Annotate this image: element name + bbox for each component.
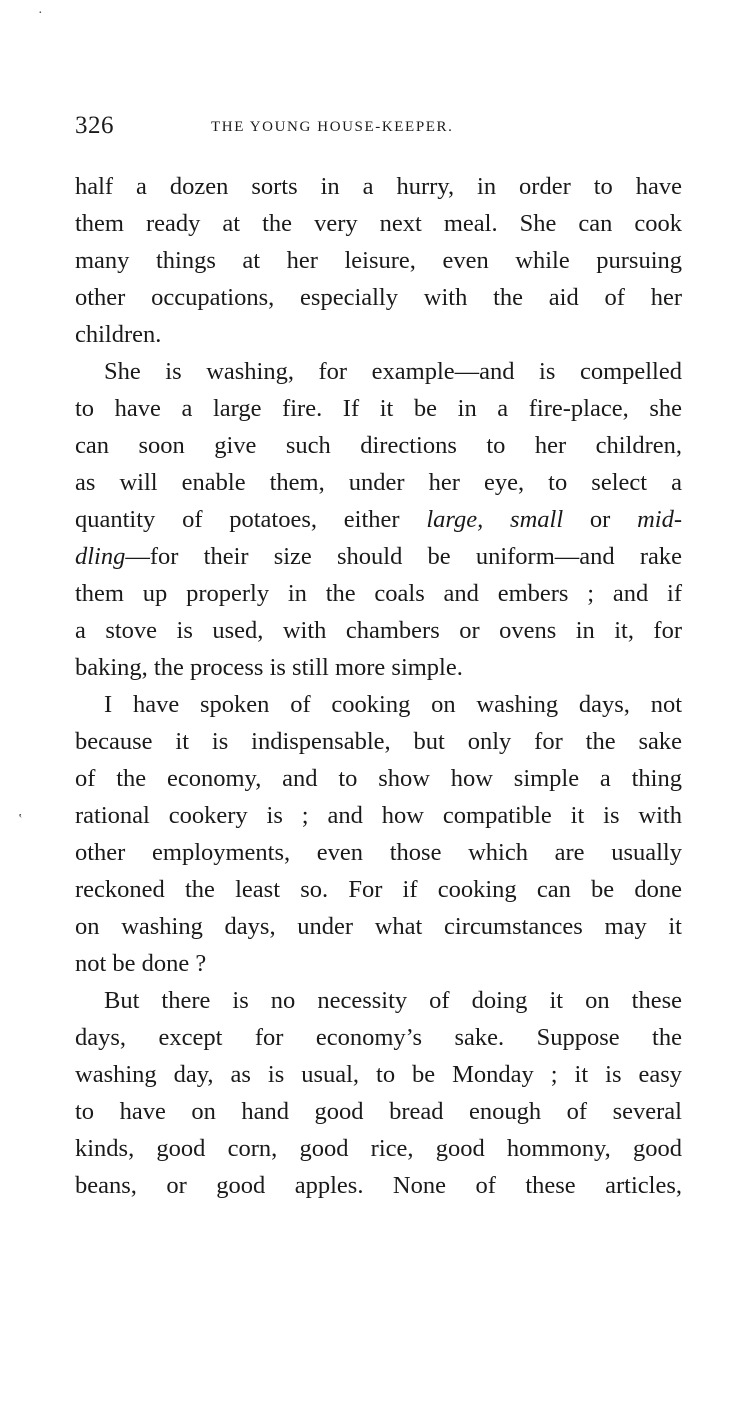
text-line: rational cookery is ; and how compatible it is with xyxy=(75,802,682,829)
text-line: beans, or good apples. None of these articles, xyxy=(75,1172,682,1199)
paragraph xyxy=(75,353,682,686)
text-run: quantity of potatoes, either xyxy=(75,506,427,533)
text-line-with-italics xyxy=(75,538,682,575)
text-line: kinds, good corn, good rice, good hommony, good xyxy=(75,1135,682,1162)
text-line: half a dozen sorts in a hurry, in order to have xyxy=(75,173,682,200)
text-run: or xyxy=(563,506,638,533)
running-title: THE YOUNG HOUSE-KEEPER. xyxy=(211,119,454,135)
paragraph xyxy=(75,686,682,982)
text-line: as will enable them, under her eye, to select a xyxy=(75,469,682,496)
text-line: baking, the process is still more simple. xyxy=(75,654,463,681)
scan-mark: · xyxy=(38,6,43,21)
text-line: them up properly in the coals and embers ; and if xyxy=(75,580,682,607)
page-number: 326 xyxy=(75,112,114,139)
text-line: But there is no necessity of doing it on these xyxy=(104,987,682,1014)
text-run xyxy=(483,506,510,533)
text-line: other employments, even those which are usually xyxy=(75,839,682,866)
text-line: washing day, as is usual, to be Monday ; it is easy xyxy=(75,1061,682,1088)
body-text xyxy=(75,168,682,1204)
italic-word: dling xyxy=(75,543,126,570)
text-line: days, except for economy’s sake. Suppose the xyxy=(75,1024,682,1051)
text-line: because it is indispensable, but only for the sake xyxy=(75,728,682,755)
text-line: many things at her leisure, even while pursuing xyxy=(75,247,682,274)
text-run: —for their size should be uniform—and rake xyxy=(125,543,682,570)
text-line: on washing days, under what circumstances may it xyxy=(75,913,682,940)
italic-word: mid- xyxy=(637,506,683,533)
text-line: to have on hand good bread enough of several xyxy=(75,1098,682,1125)
text-line: of the economy, and to show how simple a thing xyxy=(75,765,682,792)
text-line: other occupations, especially with the aid of her xyxy=(75,284,682,311)
text-line-with-italics xyxy=(75,501,682,538)
text-line: not be done ? xyxy=(75,950,207,977)
text-line: She is washing, for example—and is compelled xyxy=(104,358,682,385)
text-line: reckoned the least so. For if cooking can be done xyxy=(75,876,682,903)
scan-mark: ‛ xyxy=(18,812,23,827)
text-line: them ready at the very next meal. She can cook xyxy=(75,210,682,237)
italic-word: large, xyxy=(426,506,484,533)
italic-word: small xyxy=(510,506,564,533)
paragraph xyxy=(75,982,682,1204)
text-line: can soon give such directions to her children, xyxy=(75,432,682,459)
text-line: children. xyxy=(75,321,162,348)
paragraph xyxy=(75,168,682,353)
text-line: I have spoken of cooking on washing days, not xyxy=(104,691,682,718)
text-line: a stove is used, with chambers or ovens in it, for xyxy=(75,617,682,644)
page-header xyxy=(75,112,685,146)
text-line: to have a large fire. If it be in a fire-place, she xyxy=(75,395,682,422)
